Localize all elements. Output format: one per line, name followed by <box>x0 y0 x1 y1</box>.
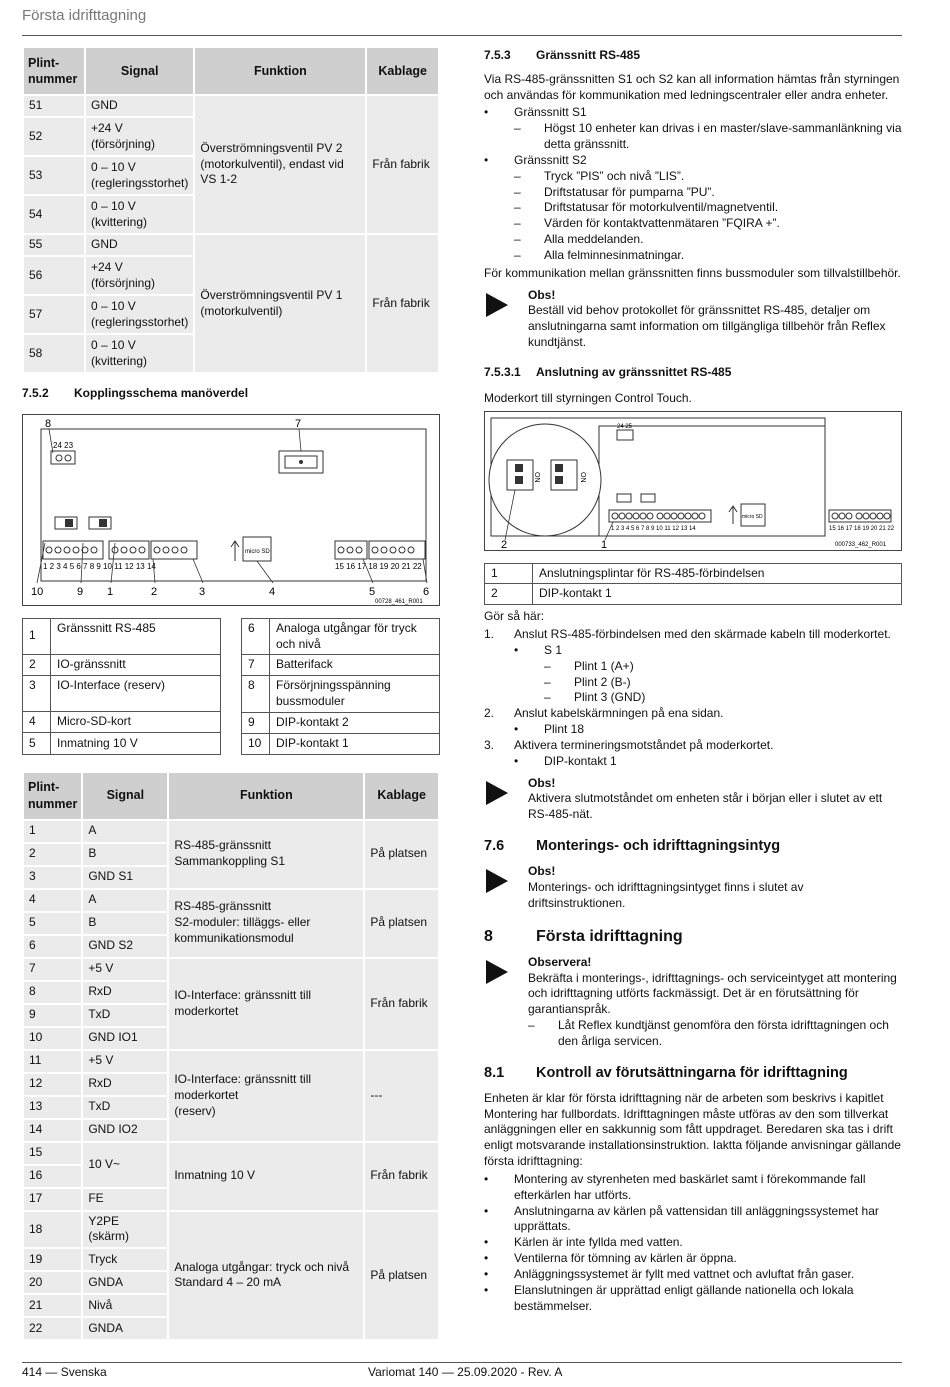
callout-8: 8 <box>45 417 52 430</box>
legend-left <box>22 618 221 755</box>
section-number: 7.5.2 <box>22 386 49 400</box>
section-title: Kopplingsschema manöverdel <box>74 386 249 400</box>
list-subitem: – Värden för kontaktvattenmätaren ”FQIRA +”. <box>514 216 780 231</box>
s2-item: Driftstatusar för pumparna ”PU”. <box>544 184 715 199</box>
step-3: 3. Aktivera termineringsmotståndet på moderkortet. <box>484 737 774 752</box>
legend-text: Gränssnitt RS-485 <box>51 618 221 654</box>
footer-doc: Variomat 140 — 25.09.2020 - Rev. A <box>368 1365 563 1379</box>
legend-num: 4 <box>23 712 51 733</box>
item-text: Kärlen är inte fyllda med vatten. <box>514 1235 683 1250</box>
legend-text: DIP-kontakt 1 <box>533 584 902 605</box>
cell-s: +5 V <box>83 959 167 980</box>
note-subitem: – Låt Reflex kundtjänst genomföra den första idrifttagningen och den årliga servicen. <box>528 1018 902 1050</box>
callout-2: 2 <box>501 538 508 550</box>
cell-n: 56 <box>24 257 84 294</box>
step-sub-text: DIP-kontakt 1 <box>544 753 617 768</box>
callout-2: 2 <box>151 585 158 598</box>
legend-num: 1 <box>485 563 533 584</box>
step-3-sub: • DIP-kontakt 1 <box>514 753 617 768</box>
step-1-sub: • S 1 <box>514 642 563 657</box>
legend-num: 7 <box>242 655 270 676</box>
callout-9: 9 <box>77 585 84 598</box>
step-2: 2. Anslut kabelskärmningen på ena sidan. <box>484 706 724 721</box>
th-kablage: Kablage <box>365 773 438 819</box>
cell-s: B <box>83 913 167 934</box>
cell-n: 18 <box>24 1212 81 1248</box>
legend-num: 2 <box>23 654 51 675</box>
cell-n: 58 <box>24 335 84 372</box>
callout-1: 1 <box>107 585 114 598</box>
legend-num: 5 <box>23 733 51 754</box>
section-title: Anslutning av gränssnittet RS-485 <box>536 364 732 379</box>
cell-s: 10 V~ <box>83 1143 167 1187</box>
legend-num: 1 <box>23 618 51 654</box>
cell-func-g4: IO-Interface: gränssnitt till moderkortet (reserv) <box>169 1051 363 1141</box>
cell-n: 17 <box>24 1189 81 1210</box>
pins-top-label: 24 23 <box>53 440 74 450</box>
cell-n: 3 <box>24 867 81 888</box>
section-8-heading <box>484 926 902 947</box>
pins-right-label: 15 16 17 18 19 20 21 22 <box>829 525 895 532</box>
section-title: Gränssnitt RS-485 <box>536 48 641 62</box>
legend-diagram-1 <box>22 618 440 755</box>
list-item: • Elanslutningen är upprättad enligt gällande nationella och lokala bestämmelser. <box>484 1283 902 1315</box>
list-subitem: – Driftstatusar för motorkulventil/magnetventil. <box>514 200 779 215</box>
cell-n: 57 <box>24 296 84 333</box>
note-sub-text: Låt Reflex kundtjänst genomföra den första idrifttagningen och den årliga servicen. <box>558 1018 889 1048</box>
cell-n: 22 <box>24 1318 81 1339</box>
step-1-subsub: – Plint 3 (GND) <box>544 690 646 705</box>
terminal-table-51-58 <box>22 46 440 374</box>
note-warning <box>484 955 902 1050</box>
cell-cab-g5: Från fabrik <box>365 1143 438 1210</box>
item-text: Ventilerna för tömning av kärlen är öppna. <box>514 1251 737 1266</box>
cell-s: GND <box>86 235 193 255</box>
terminal-table-1-22 <box>22 771 440 1342</box>
cell-n: 13 <box>24 1097 81 1118</box>
section-title: Första idrifttagning <box>536 927 683 945</box>
callout-3: 3 <box>199 585 206 598</box>
cell-n: 14 <box>24 1120 81 1141</box>
cell-func-g6: Analoga utgångar: tryck och nivå Standard 4 – 20 mA <box>169 1212 363 1340</box>
rs485-outro: För kommunikation mellan gränssnitten finns bussmoduler som tillvalstillbehör. <box>484 265 901 280</box>
cell-n: 12 <box>24 1074 81 1095</box>
s2-item: Tryck ”PIS” och nivå ”LIS”. <box>544 168 685 183</box>
cell-func-g1: Överströmningsventil PV 2 (motorkulventil), endast vid VS 1-2 <box>195 96 365 233</box>
cell-cab-g2: På platsen <box>365 890 438 957</box>
cell-s: Nivå <box>83 1295 167 1316</box>
dip-on-label-2: ON <box>579 471 586 483</box>
s1-label: Gränssnitt S1 <box>514 105 587 120</box>
step-subsub-text: Plint 3 (GND) <box>574 690 646 705</box>
note-rs485 <box>484 288 902 351</box>
note-certificate <box>484 864 902 911</box>
section-7-5-3-1-heading <box>484 365 902 381</box>
rs485-intro: Via RS-485-gränssnitten S1 och S2 kan all information hämtas från styrningen och användas för kommunikation med ledningscentraler eller andra enheter. <box>484 71 900 102</box>
legend-text: IO-Interface (reserv) <box>51 676 221 712</box>
legend-num: 10 <box>242 733 270 754</box>
wiring-diagram-svg <box>23 415 439 605</box>
cell-s: 0 – 10 V (kvittering) <box>86 196 193 233</box>
cell-s: FE <box>83 1189 167 1210</box>
cell-cab-g1: Från fabrik <box>367 96 438 233</box>
pins-right-label: 15 16 17 18 19 20 21 22 <box>335 561 422 571</box>
s2-item: Värden för kontaktvattenmätaren ”FQIRA +”. <box>544 216 780 231</box>
cell-n: 53 <box>24 157 84 194</box>
callout-1: 1 <box>601 538 608 550</box>
cell-n: 15 <box>24 1143 81 1164</box>
note-text: Beställ vid behov protokollet för gränssnittet RS-485, detaljer om anslutningarna samt information om tillgängliga tillbehör från Reflex kundtjänst. <box>528 303 886 350</box>
step-1: 1. Anslut RS-485-förbindelsen med den skärmade kabeln till moderkortet. <box>484 627 891 642</box>
pins-top-label: 24 25 <box>617 423 633 430</box>
s1-item: Högst 10 enheter kan drivas i en master/slave-sammanlänkning via detta gränssnitt. <box>544 121 902 152</box>
cell-n: 55 <box>24 235 84 255</box>
pins-bottom-label: 1 2 3 4 5 6 7 8 9 10 11 12 13 14 <box>611 525 696 532</box>
cell-func-g2: Överströmningsventil PV 1 (motorkulventil) <box>195 235 365 372</box>
diagram-code: 000733_462_R001 <box>835 541 887 548</box>
item-text: Montering av styrenheten med baskärlet samt i förekommande fall efterkärlen har utförts. <box>514 1171 866 1202</box>
th-signal: Signal <box>83 773 167 819</box>
cell-func-g3: IO-Interface: gränssnitt till moderkortet <box>169 959 363 1049</box>
diagram-code: 00728_461_R001 <box>375 598 423 605</box>
note-arrow-icon <box>484 288 528 351</box>
legend-text: DIP-kontakt 2 <box>270 712 440 733</box>
cell-n: 19 <box>24 1249 81 1270</box>
cell-n: 1 <box>24 821 81 842</box>
cell-s: 0 – 10 V (regleringsstorhet) <box>86 157 193 194</box>
cell-s: Y2PE (skärm) <box>83 1212 167 1248</box>
commissioning-intro: Enheten är klar för första idrifttagning när de arbeten som beskrivs i kapitlet Montering har fullbordats. Idrifttagningen måste utföras av den som tillverkat anläggningen eller en sakkunnig som fått uppdraget. Beredaren ska tas i drift enligt motsvarande installationsinstruktion. Iaktta följande anvisningar gällande första idrifttagning: <box>484 1090 901 1169</box>
legend-text: Batterifack <box>270 655 440 676</box>
cell-s: +24 V (försörjning) <box>86 118 193 155</box>
cell-s: 0 – 10 V (regleringsstorhet) <box>86 296 193 333</box>
footer-rule <box>22 1362 902 1363</box>
note-title: Obs! <box>528 864 556 879</box>
cell-s: RxD <box>83 1074 167 1095</box>
cell-s: TxD <box>83 1005 167 1026</box>
legend-right <box>241 618 440 755</box>
cell-s: 0 – 10 V (kvittering) <box>86 335 193 372</box>
legend-text: IO-gränssnitt <box>51 654 221 675</box>
legend-text: DIP-kontakt 1 <box>270 733 440 754</box>
legend-text: Analoga utgångar för tryck och nivå <box>270 618 440 655</box>
item-text: Anläggningssystemet är fyllt med vattnet och avluftat från gaser. <box>514 1266 855 1281</box>
cell-n: 6 <box>24 936 81 957</box>
callout-10: 10 <box>31 585 44 598</box>
list-subitem: – Alla meddelanden. <box>514 232 644 247</box>
cell-n: 8 <box>24 982 81 1003</box>
step-1-subsub: – Plint 2 (B-) <box>544 674 631 689</box>
section-8-1-heading <box>484 1064 902 1083</box>
list-item: • Gränssnitt S2 <box>484 152 587 167</box>
cell-s: GND <box>86 96 193 116</box>
list-item: • Montering av styrenheten med baskärlet samt i förekommande fall efterkärlen har utförts. <box>484 1172 902 1204</box>
step-subsub-text: Plint 2 (B-) <box>574 674 631 689</box>
legend-diagram-2 <box>484 563 902 606</box>
cell-s: Tryck <box>83 1249 167 1270</box>
th-signal: Signal <box>86 48 193 94</box>
cell-s: GND S2 <box>83 936 167 957</box>
cell-n: 51 <box>24 96 84 116</box>
cell-cab-g6: På platsen <box>365 1212 438 1340</box>
note-arrow-icon <box>484 776 528 823</box>
dip-on-label: ON <box>533 471 540 483</box>
section-number: 7.5.3.1 <box>484 364 521 379</box>
s2-item: Alla meddelanden. <box>544 232 644 247</box>
cell-cab-g2: Från fabrik <box>367 235 438 372</box>
cell-n: 16 <box>24 1166 81 1187</box>
list-item: • Ventilerna för tömning av kärlen är öppna. <box>484 1251 737 1266</box>
list-subitem: – Driftstatusar för pumparna ”PU”. <box>514 184 715 199</box>
note-title: Observera! <box>528 954 592 969</box>
cell-s: GND S1 <box>83 867 167 888</box>
cell-n: 11 <box>24 1051 81 1072</box>
cell-s: GND IO1 <box>83 1028 167 1049</box>
callout-6: 6 <box>423 585 430 598</box>
cell-s: B <box>83 844 167 865</box>
cell-n: 7 <box>24 959 81 980</box>
cell-n: 5 <box>24 913 81 934</box>
note-title: Obs! <box>528 287 556 302</box>
callout-5: 5 <box>369 585 376 598</box>
cell-s: TxD <box>83 1097 167 1118</box>
th-plint: Plint- nummer <box>24 48 84 94</box>
callout-7: 7 <box>295 417 302 430</box>
cell-n: 4 <box>24 890 81 911</box>
list-item: • Kärlen är inte fyllda med vatten. <box>484 1235 683 1250</box>
cell-func-g2: RS-485-gränssnitt S2-moduler: tilläggs- eller kommunikationsmodul <box>169 890 363 957</box>
th-kablage: Kablage <box>367 48 438 94</box>
cell-cab-g4: --- <box>365 1051 438 1141</box>
section-7-6-heading <box>484 837 902 856</box>
legend-text: Micro-SD-kort <box>51 712 221 733</box>
footer-page: 414 — Svenska <box>22 1365 107 1379</box>
th-funktion: Funktion <box>195 48 365 94</box>
legend-text: Anslutningsplintar för RS-485-förbindelsen <box>533 563 902 584</box>
step-text: Anslut kabelskärmningen på ena sidan. <box>514 706 724 721</box>
item-text: Elanslutningen är upprättad enligt gällande nationella och lokala bestämmelser. <box>514 1282 854 1313</box>
callout-4: 4 <box>269 585 276 598</box>
right-column <box>484 48 902 1314</box>
list-subitem: – Alla felminnesinmatningar. <box>514 247 685 262</box>
legend-num: 9 <box>242 712 270 733</box>
cell-n: 20 <box>24 1272 81 1293</box>
cell-func-g5: Inmatning 10 V <box>169 1143 363 1210</box>
micro-sd-label: micro SD <box>742 513 763 520</box>
item-text: Anslutningarna av kärlen på vattensidan till anläggningssystemet har upprättats. <box>514 1203 879 1234</box>
step-sub-text: S 1 <box>544 642 563 657</box>
step-subsub-text: Plint 1 (A+) <box>574 658 634 673</box>
running-title: Första idrifttagning <box>22 7 147 24</box>
list-item: • Gränssnitt S1 <box>484 105 587 120</box>
cell-n: 9 <box>24 1005 81 1026</box>
cell-s: A <box>83 821 167 842</box>
list-item: • Anslutningarna av kärlen på vattensidan till anläggningssystemet har upprättats. <box>484 1204 902 1236</box>
cell-n: 21 <box>24 1295 81 1316</box>
cell-n: 2 <box>24 844 81 865</box>
note-arrow-icon <box>484 864 528 911</box>
legend-num: 6 <box>242 618 270 655</box>
pins-bottom-label: 1 2 3 4 5 6 7 8 9 10 11 12 13 14 <box>43 561 156 571</box>
note-text: Monterings- och idrifttagningsintyget finns i slutet av driftsinstruktionen. <box>528 879 804 910</box>
steps-intro: Gör så här: <box>484 609 545 624</box>
cell-s: GNDA <box>83 1272 167 1293</box>
cell-s: +5 V <box>83 1051 167 1072</box>
section-number: 7.5.3 <box>484 48 511 62</box>
mainboard-intro: Moderkort till styrningen Control Touch. <box>484 390 692 405</box>
section-number: 7.6 <box>484 837 505 854</box>
section-number: 8 <box>484 927 493 945</box>
cell-cab-g1: På platsen <box>365 821 438 888</box>
section-title: Kontroll av förutsättningarna för idrifttagning <box>536 1064 848 1081</box>
note-text: Bekräfta i monterings-, idrifttagnings- och serviceintyget att montering och idrifttagning utförts fackmässigt. Det är en förutsättning för garantianspråk. <box>528 970 897 1017</box>
section-7-5-2-heading <box>22 386 440 402</box>
section-number: 8.1 <box>484 1064 505 1081</box>
step-text: Anslut RS-485-förbindelsen med den skärmade kabeln till moderkortet. <box>514 627 891 642</box>
cell-s: +24 V (försörjning) <box>86 257 193 294</box>
note-text: Aktivera slutmotståndet om enheten står i början eller i slutet av ett RS-485-nät. <box>528 791 883 822</box>
cell-n: 54 <box>24 196 84 233</box>
section-7-5-3-heading <box>484 48 902 64</box>
mainboard-diagram-svg <box>485 412 901 550</box>
list-subitem: – Högst 10 enheter kan drivas i en master/slave-sammanlänkning via detta gränssnitt. <box>514 121 902 152</box>
micro-sd-label: micro SD <box>245 548 270 555</box>
step-1-subsub: – Plint 1 (A+) <box>544 658 634 673</box>
th-plint: Plint- nummer <box>24 773 81 819</box>
cell-n: 52 <box>24 118 84 155</box>
section-title: Monterings- och idrifttagningsintyg <box>536 837 781 854</box>
note-arrow-icon <box>484 955 528 1050</box>
header-rule <box>22 35 902 36</box>
step-sub-text: Plint 18 <box>544 722 585 737</box>
wiring-diagram-control-unit <box>22 414 440 606</box>
note-termination <box>484 776 902 823</box>
step-text: Aktivera termineringsmotståndet på moderkortet. <box>514 737 774 752</box>
cell-cab-g3: Från fabrik <box>365 959 438 1049</box>
legend-num: 3 <box>23 676 51 712</box>
note-title: Obs! <box>528 775 556 790</box>
s2-item: Alla felminnesinmatningar. <box>544 247 685 262</box>
mainboard-diagram <box>484 411 902 551</box>
list-subitem: – Tryck ”PIS” och nivå ”LIS”. <box>514 168 685 183</box>
legend-text: Inmatning 10 V <box>51 733 221 754</box>
cell-s: GND IO2 <box>83 1120 167 1141</box>
s2-label: Gränssnitt S2 <box>514 152 587 167</box>
th-funktion: Funktion <box>169 773 363 819</box>
left-column <box>22 46 440 1341</box>
cell-s: A <box>83 890 167 911</box>
step-2-sub: • Plint 18 <box>514 722 585 737</box>
legend-num: 8 <box>242 676 270 713</box>
cell-func-g1: RS-485-gränssnitt Sammankoppling S1 <box>169 821 363 888</box>
cell-n: 10 <box>24 1028 81 1049</box>
legend-text: Försörjningsspänning bussmoduler <box>270 676 440 713</box>
legend-num: 2 <box>485 584 533 605</box>
cell-s: RxD <box>83 982 167 1003</box>
cell-s: GNDA <box>83 1318 167 1339</box>
s2-item: Driftstatusar för motorkulventil/magnetventil. <box>544 200 779 215</box>
list-item: • Anläggningssystemet är fyllt med vattnet och avluftat från gaser. <box>484 1266 855 1281</box>
